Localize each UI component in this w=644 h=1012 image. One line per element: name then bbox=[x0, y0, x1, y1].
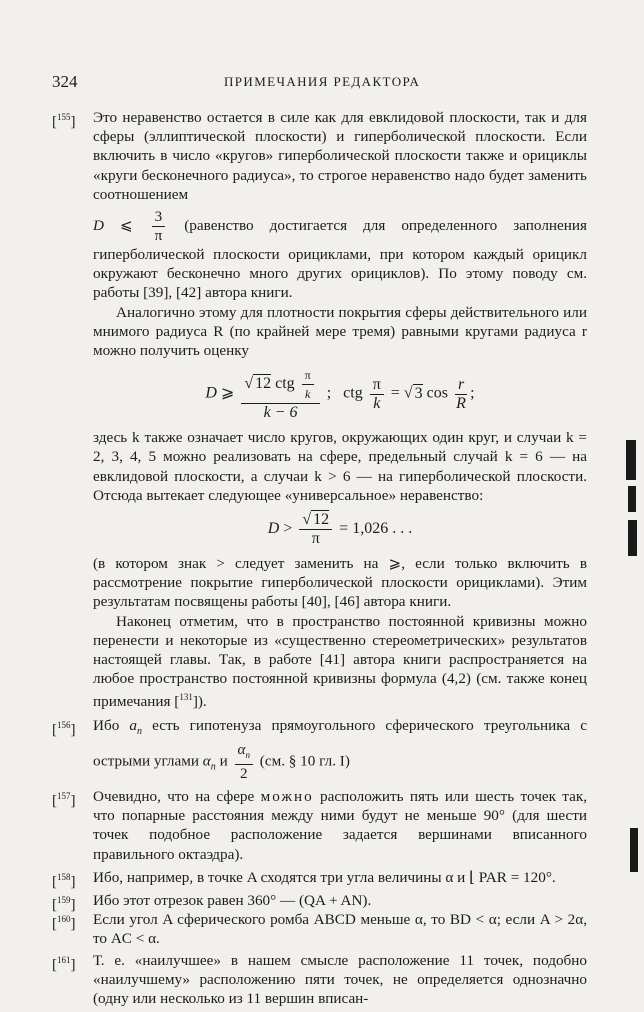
running-title: ПРИМЕЧАНИЯ РЕДАКТОРА bbox=[224, 74, 421, 89]
note-156-text: Ибо $a_n$ есть гипотенуза прямоугольного сферического треугольника с острыми углами $\alpha_n$ и $\frac{\alpha_n}{2}$ (см. § 10 гл. I) bbox=[93, 716, 587, 782]
note-155-para-4: (в котором знак > следует заменить на ⩾, если только включить в рассмотрение покрытие гиперболической плоскости орициклами). Этим результатам посвящены работы [40], [46] автора книги. bbox=[93, 555, 587, 611]
note-160 bbox=[52, 910, 587, 948]
fraction-sqrt12-ctg: √ 12 ctg $\frac{\pi}{k}$ k − 6 bbox=[241, 366, 319, 422]
page-header bbox=[52, 72, 582, 94]
fraction-r-over-R: $\frac{r}{R}$ bbox=[456, 375, 466, 412]
formula-density-estimate: D ⩾ √ 12 ctg $\frac{\pi}{k}$ k − 6 ; ctg $\frac{\pi}{k}$ = √ 3 cos $\frac{r}{R}$ ; bbox=[205, 368, 475, 422]
note-marker: [$^{155}$] bbox=[52, 112, 76, 130]
formula-universal-inequality: D > $\frac{√ 12}{\pi}$ = 1,026 . . . bbox=[267, 511, 413, 548]
note-155-para-5: Наконец отметим, что в пространство постоянной кривизны можно перенести и некоторые из «существенно стереометрических» результатов настоящей главы. Так, в работе [41] автора книги распространяется на любое пространство постоянной кривизны формула (4,2) (см. также конец примечания [$^{131}$]). bbox=[93, 612, 587, 711]
fraction-pi-over-k: $\frac{\pi}{k}$ bbox=[370, 376, 384, 413]
fraction-alpha-over-2: $\frac{\alpha_n}{2}$ bbox=[235, 741, 253, 783]
note-160-text: Если угол A сферического ромба ABCD меньше α, то BD < α; если A > 2α, то AC < α. bbox=[93, 911, 587, 948]
fraction-sqrt12-over-pi: $\frac{√ 12}{\pi}$ bbox=[299, 511, 332, 548]
note-158 bbox=[52, 868, 587, 890]
note-159 bbox=[52, 891, 587, 914]
scan-edge-mark bbox=[628, 520, 637, 556]
note-marker: [$^{160}$] bbox=[52, 914, 76, 933]
note-marker: [$^{161}$] bbox=[52, 954, 76, 973]
note-marker: [$^{158}$] bbox=[52, 871, 76, 890]
fraction-3-over-pi: $\frac{3}{\pi}$ bbox=[152, 208, 166, 245]
note-155-para-1: Это неравенство остается в силе как для евклидовой плоскости, так и для сферы (эллиптической плоскости) и гиперболической плоскости. Если включить в число «кругов» гиперболической плоскости также и орициклы «круги бесконечного радиуса», то строгое неравенство надо будет заменить соотношением bbox=[93, 109, 587, 203]
note-155 bbox=[52, 108, 587, 712]
note-161-text: Т. е. «наилучшее» в нашем смысле расположение 11 точек, подобно «наилучшему» расположению пяти точек, не определяется однозначно (одну или несколько из 11 вершин вписан- bbox=[93, 951, 587, 1008]
notes-body bbox=[52, 108, 587, 1012]
scan-edge-mark bbox=[626, 440, 636, 480]
note-159-text: Ибо этот отрезок равен 360° — (QA + AN). bbox=[93, 892, 372, 910]
scan-edge-mark bbox=[628, 486, 636, 512]
note-155-para-2: Аналогично этому для плотности покрытия сферы действительного или мнимого радиуса R (по крайней мере тремя) равными кругами радиуса r можно получить оценку bbox=[93, 303, 587, 360]
scan-edge-mark bbox=[630, 828, 638, 872]
note-157-text: Очевидно, что на сфере можно расположить пять или шесть точек так, что попарные расстояния между ними будут не меньше 90° (для шести точек подобное расположение задается вершинами вписанного правильного октаэдра). bbox=[93, 788, 588, 863]
note-157 bbox=[52, 787, 587, 864]
page-number: 324 bbox=[52, 72, 78, 91]
note-marker: [$^{156}$] bbox=[52, 719, 76, 738]
note-156 bbox=[52, 716, 587, 783]
note-marker: [$^{159}$] bbox=[52, 895, 76, 914]
note-155-para-3: здесь k также означает число кругов, окружающих один круг, и случаи k = 2, 3, 4, 5 можно реализовать на сфере, предельный случай k = 6 — на евклидовой плоскости, а случаи k > 6 — на гиперболической плоскости. Отсюда вытекает следующее «универсальное» неравенство: bbox=[93, 429, 587, 504]
note-158-text: Ибо, например, в точке A сходятся три угла величины α и ⌊ PAR = 120°. bbox=[93, 868, 556, 886]
note-155-inequality-line: D ⩽ $\frac{3}{\pi}$ (равенство достигается для определенного заполнения гиперболической плоскости орициклами, при котором каждый орицикл окружают бесконечно много других орициклов). По этому поводу см. работы [39], [42] автора книги. bbox=[93, 208, 588, 302]
note-marker: [$^{157}$] bbox=[52, 791, 76, 809]
